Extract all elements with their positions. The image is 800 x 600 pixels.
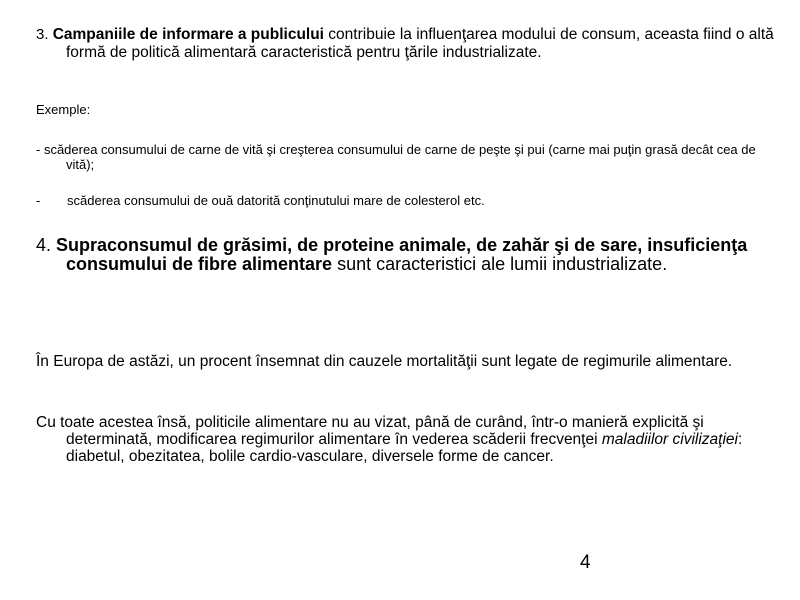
item-3-number: 3. bbox=[36, 26, 53, 43]
policies-text-after: : diabetul, obezitatea, bolile cardio-vasculare, diversele forme de cancer. bbox=[66, 431, 743, 466]
policies-italic-term: maladiilor civilizaţiei bbox=[601, 431, 738, 449]
item-4-text: sunt caracteristici ale lumii industrializate. bbox=[332, 253, 668, 274]
item-4-heading: Supraconsumul de grăsimi, de proteine animale, de zahăr şi de sare, insuficienţa consumului de fibre alimentare bbox=[56, 235, 748, 274]
examples-label: Exemple: bbox=[36, 102, 91, 117]
policies-paragraph bbox=[36, 414, 786, 465]
europe-paragraph: În Europa de astăzi, un procent însemnat din cauzele mortalităţii sunt legate de regimurile alimentare. bbox=[36, 353, 733, 370]
policies-text-before: Cu toate acestea însă, politicile alimentare nu au vizat, până de curând, într-o manieră explicită şi determinată, modificarea regimurilor alimentare în vederea scăderii frecvenţei bbox=[36, 414, 704, 449]
item-3-text: contribuie la influenţarea modului de consum, aceasta fiind o altă formă de politică alimentară caracteristică pentru ţările industrializate. bbox=[66, 26, 774, 61]
item-3-paragraph bbox=[36, 26, 786, 61]
item-4-number: 4. bbox=[36, 235, 57, 255]
example-2-dash: - bbox=[36, 193, 41, 208]
example-1: - scăderea consumului de carne de vită şi creşterea consumului de carne de peşte şi pui (carne mai puţin grasă decât cea de vită); bbox=[36, 142, 756, 172]
page-number: 4 bbox=[580, 552, 591, 573]
example-2-text: scăderea consumului de ouă datorită conţinutului mare de colesterol etc. bbox=[67, 193, 485, 208]
item-4-paragraph bbox=[36, 236, 786, 274]
item-3-heading: Campaniile de informare a publicului bbox=[52, 26, 324, 43]
